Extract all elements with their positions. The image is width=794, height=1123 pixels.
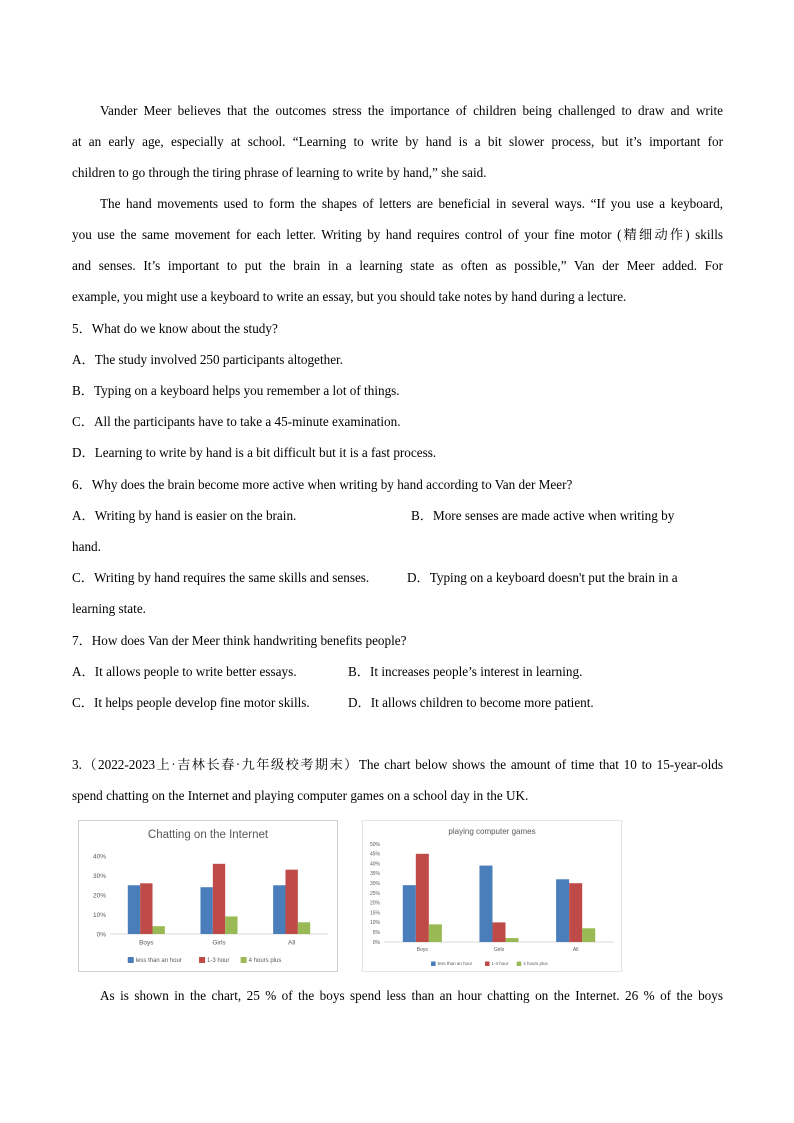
legend-swatch [431,962,436,967]
question-7-stem: 7．How does Van der Meer think handwriting benefits people? [72,633,407,648]
y-tick-label: 20% [369,900,380,907]
paragraph-1-line-3: children to go through the tiring phrase of learning to write by hand,” she said. [72,165,487,180]
category-label: Girls [212,939,226,947]
y-tick-label: 10% [369,920,380,927]
question-7-option-a: A．It allows people to write better essays. [72,664,297,679]
bar-boys-2 [416,854,429,942]
question-6-stem: 6．Why does the brain become more active when writing by hand according to Van der Meer? [72,477,573,492]
bar-all-2 [285,870,297,934]
y-tick-label: 25% [369,890,380,897]
chart-title: Chatting on the Internet [147,829,269,841]
y-tick-label: 40% [92,853,106,861]
bar-girls-3 [225,916,237,934]
question-5-stem: 5．What do we know about the study? [72,321,278,336]
question-6-option-b-continued: hand. [72,539,101,554]
question-5-option-c: C．All the participants have to take a 45-minute examination. [72,414,401,429]
bar-boys-1 [128,885,140,934]
section-3-line-2: spend chatting on the Internet and playing computer games on a school day in the UK. [72,788,529,803]
legend-swatch [517,962,522,967]
y-tick-label: 50% [369,841,380,848]
paragraph-2-line-3: and senses. It’s important to put the brain in a learning state as often as possible,” Van der Meer added. For [72,258,723,273]
y-tick-label: 20% [92,892,106,900]
question-7-option-d: D．It allows children to become more patient. [348,695,594,710]
paragraph-1-line-1: Vander Meer believes that the outcomes stress the importance of children being challenged to draw and write [100,103,723,118]
chart-games-svg [362,820,622,972]
y-tick-label: 5% [372,929,380,936]
category-label: Girls [493,947,505,953]
legend-swatch [128,957,134,963]
question-7-option-c: C．It helps people develop fine motor skills. [72,695,310,710]
question-6-option-b: B．More senses are made active when writing by [411,508,675,523]
bar-all-3 [298,922,310,934]
bar-girls-2 [492,922,505,942]
bar-boys-1 [403,885,416,942]
y-tick-label: 30% [92,872,106,880]
question-6-option-c: C．Writing by hand requires the same skills and senses. [72,570,370,585]
legend-swatch [241,957,247,963]
bar-boys-3 [429,924,442,942]
legend-label: less than an hour [437,961,473,966]
chart-playing-computer-games [362,820,622,972]
bar-girls-3 [506,938,519,942]
y-tick-label: 45% [369,851,380,858]
legend-label: 4 hours plus [248,958,282,964]
paragraph-2-line-1: The hand movements used to form the shapes of letters are beneficial in several ways. “If you use a keyboard, [100,196,723,211]
legend-swatch [485,962,490,967]
bar-all-1 [273,885,285,934]
bar-girls-2 [213,864,225,934]
y-tick-label: 15% [369,910,380,917]
paragraph-2-line-4: example, you might use a keyboard to write an essay, but you should take notes by hand during a lecture. [72,289,627,304]
paragraph-1-line-2: at an early age, especially at school. “Learning to write by hand is a bit slower process, but it’s important for [72,134,723,149]
y-tick-label: 0% [96,931,106,939]
section-3-line-1: 3.（2022-2023上·吉林长春·九年级校考期末）The chart below shows the amount of time that 10 to 15-year-olds [72,757,723,772]
question-6-option-d-continued: learning state. [72,601,146,616]
y-tick-label: 10% [92,911,106,919]
paragraph-2-line-2: you use the same movement for each letter. Writing by hand requires control of your fine motor (精细动作) skills [72,227,723,242]
y-tick-label: 35% [369,871,380,878]
bar-boys-2 [140,883,152,934]
legend-swatch [199,957,205,963]
bar-all-1 [556,879,569,942]
category-label: Boys [139,939,154,947]
y-tick-label: 40% [369,861,380,868]
question-5-option-d: D．Learning to write by hand is a bit difficult but it is a fast process. [72,445,437,460]
bar-girls-1 [479,866,492,942]
chart-description-line: As is shown in the chart, 25 % of the boys spend less than an hour chatting on the Internet. 26 % of the boys [100,988,723,1003]
bar-girls-1 [200,887,212,934]
legend-label: 1-3 hour [491,961,509,966]
question-6-option-a: A．Writing by hand is easier on the brain. [72,508,297,523]
legend-label: 4 hours plus [523,961,548,966]
category-label: All [572,947,579,953]
y-tick-label: 30% [369,880,380,887]
bar-boys-3 [153,926,165,934]
bar-all-3 [582,928,595,942]
question-5-option-a: A．The study involved 250 participants altogether. [72,352,344,367]
legend-label: less than an hour [135,958,182,964]
question-6-option-d: D．Typing on a keyboard doesn't put the brain in a [407,570,678,585]
chart-title: playing computer games [448,827,536,836]
category-label: Boys [416,947,428,953]
legend-label: 1-3 hour [207,958,230,964]
chart-chatting-on-internet [78,820,338,972]
question-7-option-b: B．It increases people’s interest in learning. [348,664,583,679]
bar-all-2 [569,883,582,942]
question-5-option-b: B．Typing on a keyboard helps you remember a lot of things. [72,383,400,398]
category-label: All [288,939,296,947]
chart-chatting-svg [78,820,338,972]
y-tick-label: 0% [372,939,380,946]
